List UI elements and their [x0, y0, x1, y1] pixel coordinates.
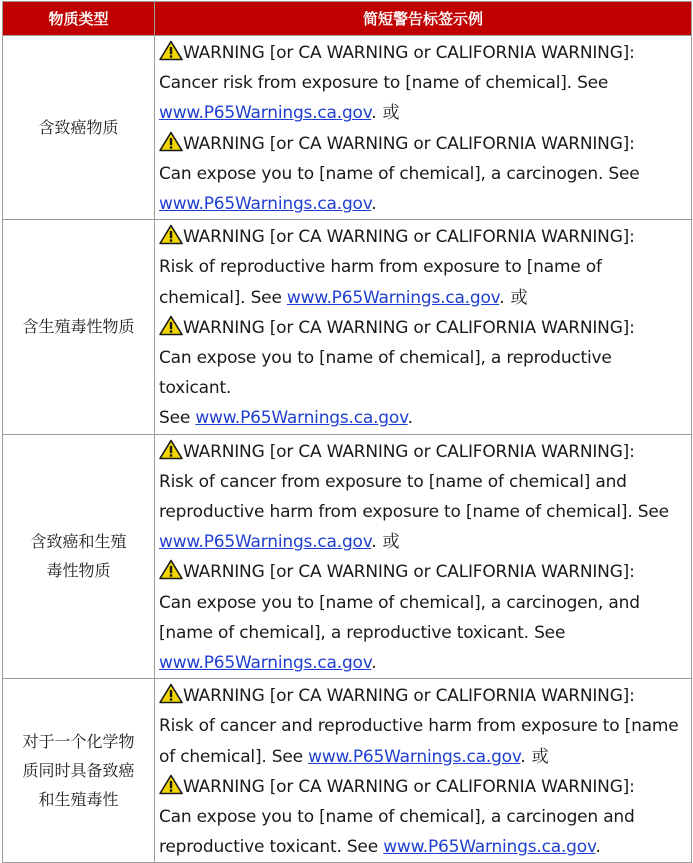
warning-example-cell	[155, 679, 692, 863]
warning-line: reproductive toxicant. See www.P65Warnings.ca.gov.	[159, 837, 601, 858]
p65-link[interactable]: www.P65Warnings.ca.gov	[195, 408, 408, 429]
substance-type-cell	[3, 220, 155, 434]
substance-type-label: 含致癌物质	[38, 118, 119, 138]
warning-text: reproductive toxicant. See	[159, 837, 378, 858]
warning-triangle-icon	[159, 224, 183, 245]
warning-text: [name of chemical], a reproductive toxicant. See	[159, 622, 566, 643]
warning-text: chemical]. See	[159, 287, 282, 308]
warning-text: Risk of cancer from exposure to [name of chemical] and	[159, 471, 627, 492]
p65-link[interactable]: www.P65Warnings.ca.gov	[383, 837, 596, 858]
warning-triangle-icon	[159, 40, 183, 61]
warning-text: Risk of reproductive harm from exposure to [name of	[159, 257, 602, 278]
warning-text: WARNING [or CA WARNING or CALIFORNIA WARNING]:	[183, 227, 635, 248]
warning-line: www.P65Warnings.ca.gov.	[159, 653, 377, 674]
substance-type-cell	[3, 434, 155, 679]
table-header-row	[3, 2, 692, 36]
warning-triangle-icon	[159, 683, 183, 704]
warning-example-cell	[155, 36, 692, 220]
warning-example-cell	[155, 434, 692, 679]
substance-type-label: 对于一个化学物	[22, 732, 135, 752]
warning-line	[159, 437, 687, 467]
substance-type-cell	[3, 679, 155, 863]
p65-link[interactable]: www.P65Warnings.ca.gov	[159, 653, 372, 674]
or-text: 或	[382, 103, 400, 124]
warning-text: WARNING [or CA WARNING or CALIFORNIA WARNING]:	[183, 133, 635, 154]
or-text: 或	[510, 287, 528, 308]
warning-line	[159, 802, 687, 832]
warning-text: of chemical]. See	[159, 746, 303, 767]
warning-line	[159, 557, 687, 587]
warning-label-table	[2, 1, 692, 863]
warning-line: www.P65Warnings.ca.gov.	[159, 194, 377, 215]
or-text: 或	[531, 746, 549, 767]
warning-line	[159, 711, 687, 741]
substance-type-label: 质同时具备致癌	[22, 761, 135, 781]
warning-line: See www.P65Warnings.ca.gov.	[159, 408, 413, 429]
warning-line	[159, 467, 687, 497]
table-row	[3, 434, 692, 679]
warning-text: Can expose you to [name of chemical], a reproductive toxicant.	[159, 348, 612, 399]
warning-triangle-icon	[159, 315, 183, 336]
warning-line	[159, 313, 687, 343]
p65-link[interactable]: www.P65Warnings.ca.gov	[159, 532, 372, 553]
warning-example-cell	[155, 220, 692, 434]
warning-text: Can expose you to [name of chemical], a carcinogen. See	[159, 163, 640, 184]
warning-triangle-icon	[159, 439, 183, 460]
warning-line	[159, 38, 687, 68]
warning-line	[159, 497, 687, 527]
substance-type-label: 含生殖毒性物质	[22, 317, 135, 337]
warning-triangle-icon	[159, 131, 183, 152]
p65-link[interactable]: www.P65Warnings.ca.gov	[308, 746, 521, 767]
warning-line	[159, 618, 687, 648]
warning-text: reproductive harm from exposure to [name of chemical]. See	[159, 502, 669, 523]
or-text: 或	[382, 532, 400, 553]
warning-line	[159, 681, 687, 711]
warning-line	[159, 129, 687, 159]
warning-line	[159, 252, 687, 282]
warning-text: WARNING [or CA WARNING or CALIFORNIA WARNING]:	[183, 562, 635, 583]
warning-text: WARNING [or CA WARNING or CALIFORNIA WARNING]:	[183, 686, 635, 707]
warning-text: WARNING [or CA WARNING or CALIFORNIA WARNING]:	[183, 43, 635, 63]
warning-line	[159, 222, 687, 252]
p65-link[interactable]: www.P65Warnings.ca.gov	[286, 287, 500, 308]
warning-line	[159, 588, 687, 618]
warning-line	[159, 159, 687, 189]
warning-triangle-icon	[159, 774, 183, 795]
warning-text: WARNING [or CA WARNING or CALIFORNIA WARNING]:	[183, 441, 635, 462]
substance-type-cell	[3, 36, 155, 220]
warning-line: www.P65Warnings.ca.gov. 或	[159, 103, 400, 124]
warning-text: Can expose you to [name of chemical], a carcinogen and	[159, 807, 635, 828]
warning-label-table-container	[2, 1, 691, 863]
p65-link[interactable]: www.P65Warnings.ca.gov	[159, 194, 372, 215]
warning-line: www.P65Warnings.ca.gov. 或	[159, 532, 400, 553]
table-row	[3, 36, 692, 220]
header-warning-example: 简短警告标签示例	[155, 2, 692, 36]
header-substance-type: 物质类型	[3, 2, 155, 36]
table-row	[3, 220, 692, 434]
table-row	[3, 679, 692, 863]
substance-type-label: 毒性物质	[46, 561, 111, 581]
p65-link[interactable]: www.P65Warnings.ca.gov	[159, 103, 372, 124]
substance-type-label: 含致癌和生殖	[30, 532, 127, 552]
warning-text: Cancer risk from exposure to [name of chemical]. See	[159, 73, 609, 94]
warning-line	[159, 343, 687, 403]
warning-text: WARNING [or CA WARNING or CALIFORNIA WARNING]:	[183, 776, 635, 797]
warning-text: Can expose you to [name of chemical], a carcinogen, and	[159, 592, 640, 613]
warning-line	[159, 772, 687, 802]
substance-type-label: 和生殖毒性	[38, 790, 119, 810]
warning-text: Risk of cancer and reproductive harm from exposure to [name	[159, 716, 679, 737]
warning-text: WARNING [or CA WARNING or CALIFORNIA WARNING]:	[183, 317, 635, 338]
warning-triangle-icon	[159, 559, 183, 580]
warning-text: See	[159, 408, 191, 429]
warning-line	[159, 68, 687, 98]
warning-line: chemical]. See www.P65Warnings.ca.gov. 或	[159, 287, 528, 308]
warning-line: of chemical]. See www.P65Warnings.ca.gov. 或	[159, 746, 549, 767]
